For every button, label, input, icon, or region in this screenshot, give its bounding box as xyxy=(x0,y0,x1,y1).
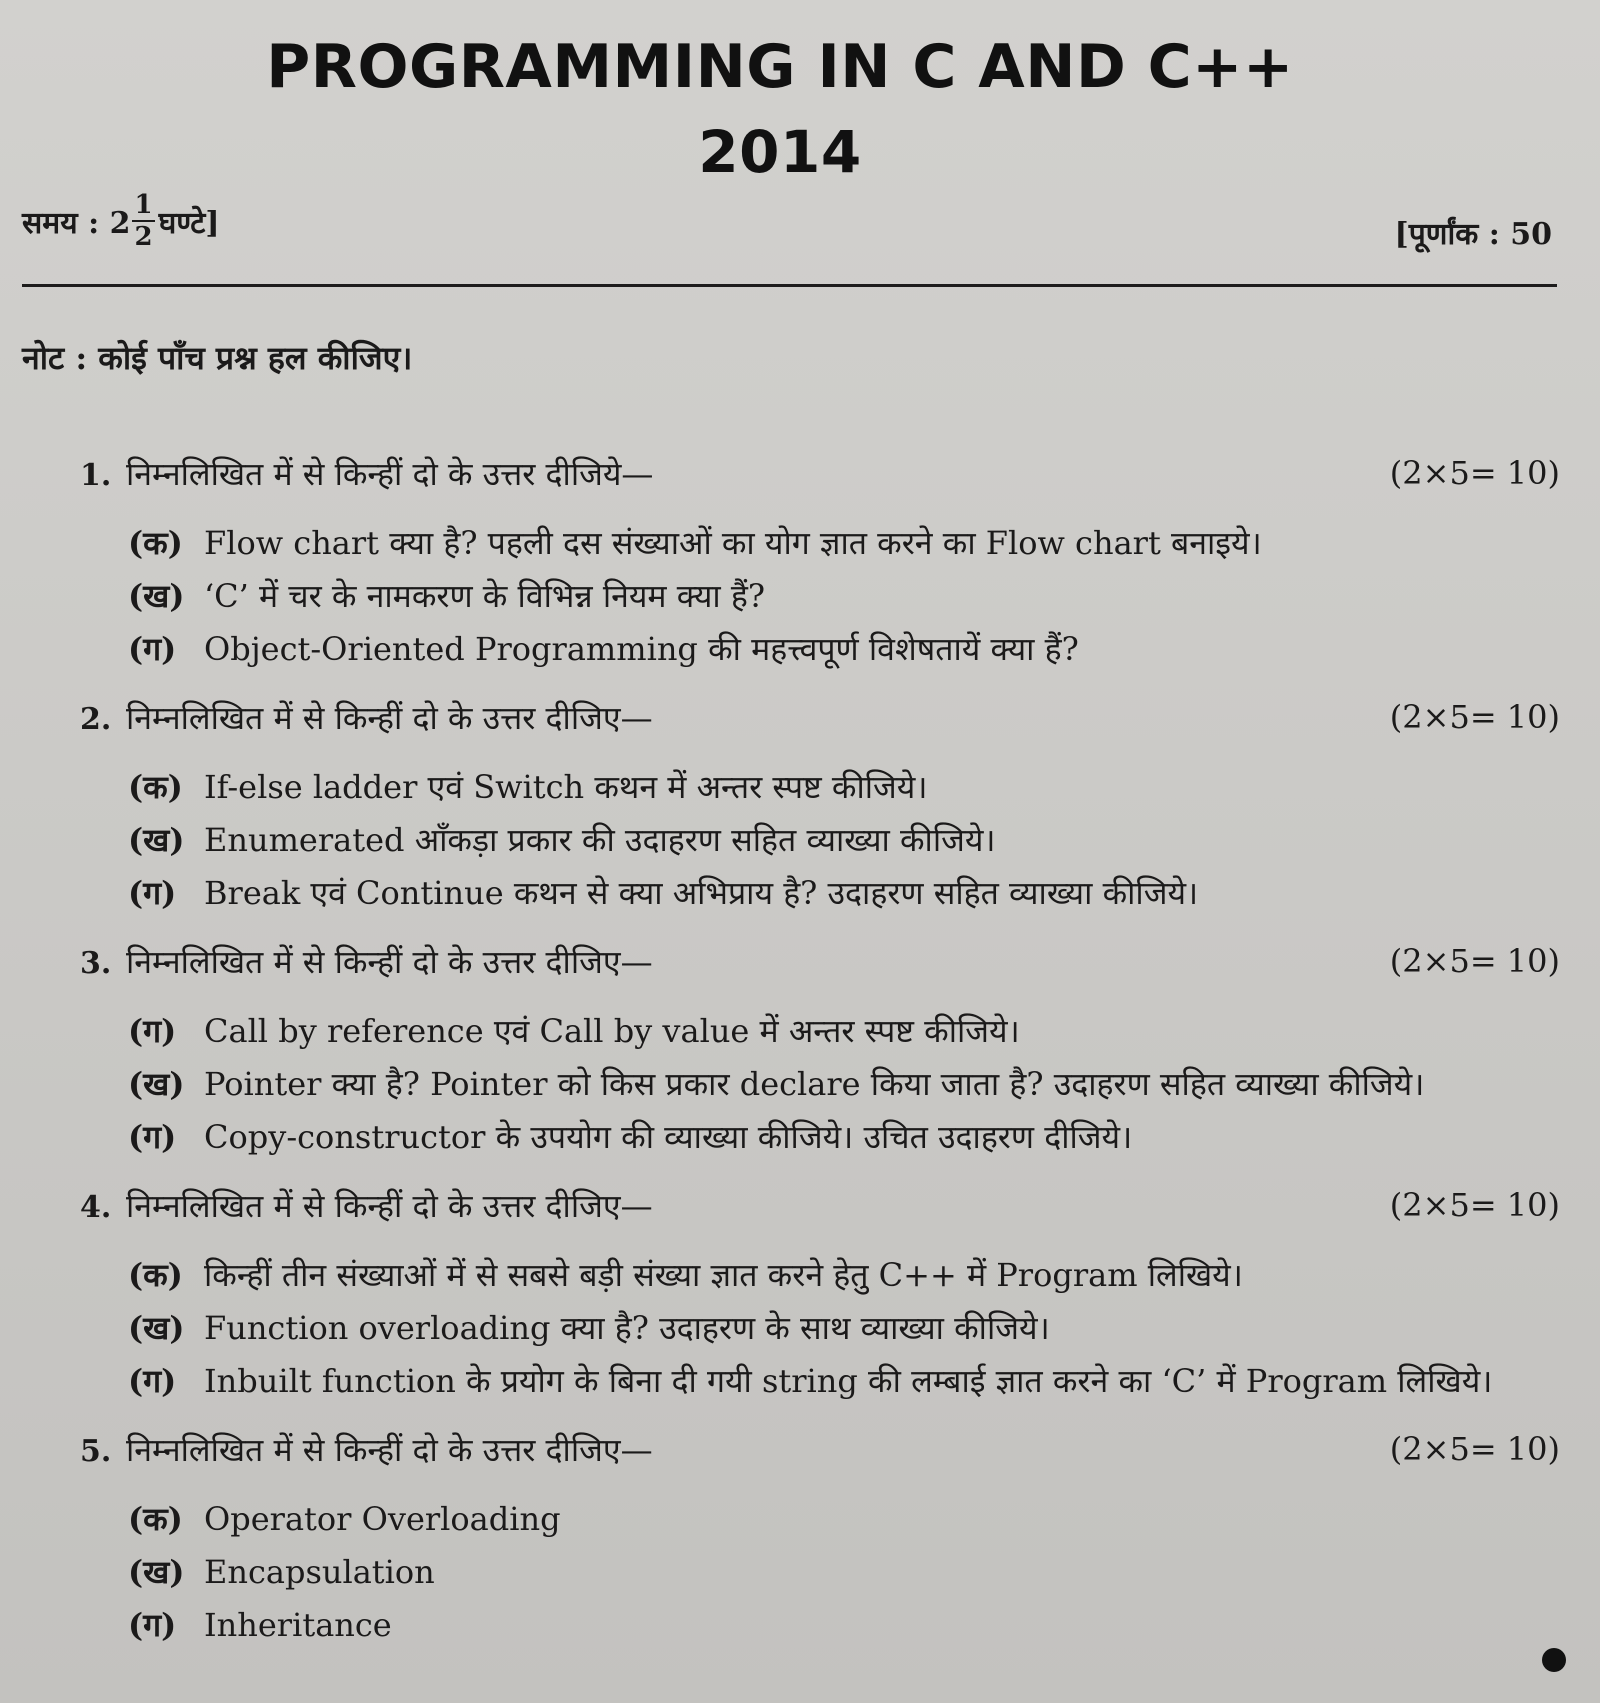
sub-question xyxy=(128,1110,1560,1163)
sub-question-list xyxy=(80,760,1560,919)
sub-question-text: Break एवं Continue कथन से क्या अभिप्राय है? उदाहरण सहित व्याख्या कीजिये। xyxy=(204,874,1199,912)
sub-question-label: (ख) xyxy=(128,1553,185,1591)
sub-question-text: Inheritance xyxy=(204,1605,392,1644)
sub-question xyxy=(128,813,1560,866)
question-instruction: निम्नलिखित में से किन्हीं दो के उत्तर दीजिये— xyxy=(126,455,654,493)
sub-question-list xyxy=(80,516,1560,675)
sub-question-text: Copy-constructor के उपयोग की व्याख्या कीजिये। उचित उदाहरण दीजिये। xyxy=(204,1118,1133,1156)
sub-question-label: (ग) xyxy=(128,1606,177,1644)
question-header xyxy=(80,940,1560,990)
question-number: 2. xyxy=(80,702,112,737)
time-fraction-numerator: 1 xyxy=(134,190,153,220)
sub-question-label: (क) xyxy=(128,768,183,806)
question-5 xyxy=(80,1428,1560,1651)
sub-question-text: Object-Oriented Programming की महत्त्वपूर्ण विशेषतायें क्या हैं? xyxy=(204,630,1079,668)
sub-question-list xyxy=(80,1492,1560,1651)
sub-question xyxy=(128,516,1560,569)
exam-title: PROGRAMMING IN C AND C++ xyxy=(266,32,1294,102)
question-3 xyxy=(80,940,1560,1163)
sub-question-label: (ग) xyxy=(128,1118,177,1156)
sub-question-text: Call by reference एवं Call by value में अन्तर स्पष्ट कीजिये। xyxy=(204,1012,1020,1050)
question-header xyxy=(80,696,1560,746)
exam-note: नोट : कोई पाँच प्रश्न हल कीजिए। xyxy=(22,339,413,377)
question-number: 3. xyxy=(80,946,112,981)
sub-question xyxy=(128,622,1560,675)
sub-question-text: Operator Overloading xyxy=(204,1499,561,1538)
sub-question-text: If-else ladder एवं Switch कथन में अन्तर स्पष्ट कीजिये। xyxy=(204,768,928,806)
sub-question-label: (क) xyxy=(128,1500,183,1538)
question-header xyxy=(80,1184,1560,1234)
sub-question xyxy=(128,760,1560,813)
sub-question-text: Inbuilt function के प्रयोग के बिना दी गयी string की लम्बाई ज्ञात करने का ‘C’ में Program लिखिये। xyxy=(204,1362,1493,1400)
question-instruction: निम्नलिखित में से किन्हीं दो के उत्तर दीजिए— xyxy=(126,943,653,981)
sub-question xyxy=(128,1248,1560,1301)
sub-question-label: (ग) xyxy=(128,1012,177,1050)
sub-question xyxy=(128,1057,1560,1110)
sub-question-label: (ख) xyxy=(128,1309,185,1347)
sub-question xyxy=(128,1545,1560,1598)
sub-question xyxy=(128,1492,1560,1545)
sub-question-text: Enumerated आँकड़ा प्रकार की उदाहरण सहित व्याख्या कीजिये। xyxy=(204,821,996,859)
time-fraction-denominator: 2 xyxy=(134,222,153,252)
sub-question-label: (ख) xyxy=(128,1065,185,1103)
question-number: 4. xyxy=(80,1190,112,1225)
sub-question-label: (ग) xyxy=(128,874,177,912)
question-number: 5. xyxy=(80,1434,112,1469)
time-fraction xyxy=(132,190,154,252)
question-marks: (2×5= 10) xyxy=(1389,1186,1560,1224)
time-prefix: समय : 2 xyxy=(22,205,131,241)
sub-question-list xyxy=(80,1248,1560,1407)
question-instruction: निम्नलिखित में से किन्हीं दो के उत्तर दीजिए— xyxy=(126,1187,653,1225)
time-allowed xyxy=(22,190,220,252)
sub-question xyxy=(128,1301,1560,1354)
sub-question-label: (ग) xyxy=(128,1362,177,1400)
exam-year: 2014 xyxy=(698,118,862,186)
question-instruction: निम्नलिखित में से किन्हीं दो के उत्तर दीजिए— xyxy=(126,1431,653,1469)
sub-question-text: Flow chart क्या है? पहली दस संख्याओं का योग ज्ञात करने का Flow chart बनाइये। xyxy=(204,524,1262,562)
question-2 xyxy=(80,696,1560,919)
time-suffix: घण्टे] xyxy=(158,205,220,241)
sub-question xyxy=(128,1004,1560,1057)
max-marks: [पूर्णांक : 50 xyxy=(1394,217,1552,252)
sub-question xyxy=(128,866,1560,919)
sub-question-label: (ग) xyxy=(128,630,177,668)
question-4 xyxy=(80,1184,1560,1407)
header-divider xyxy=(22,284,1557,287)
sub-question xyxy=(128,1354,1560,1407)
end-bullet-dot xyxy=(1542,1648,1566,1672)
question-marks: (2×5= 10) xyxy=(1389,698,1560,736)
question-number: 1. xyxy=(80,458,112,493)
sub-question xyxy=(128,569,1560,622)
question-marks: (2×5= 10) xyxy=(1389,1430,1560,1468)
sub-question-label: (क) xyxy=(128,524,183,562)
sub-question-text: Pointer क्या है? Pointer को किस प्रकार declare किया जाता है? उदाहरण सहित व्याख्या कीजिये। xyxy=(204,1065,1425,1103)
question-instruction: निम्नलिखित में से किन्हीं दो के उत्तर दीजिए— xyxy=(126,699,653,737)
sub-question-text: Encapsulation xyxy=(204,1552,435,1591)
sub-question-list xyxy=(80,1004,1560,1163)
sub-question-label: (ख) xyxy=(128,577,185,615)
question-marks: (2×5= 10) xyxy=(1389,942,1560,980)
question-marks: (2×5= 10) xyxy=(1389,454,1560,492)
sub-question xyxy=(128,1598,1560,1651)
question-header xyxy=(80,452,1560,502)
question-1 xyxy=(80,452,1560,675)
sub-question-label: (ख) xyxy=(128,821,185,859)
question-header xyxy=(80,1428,1560,1478)
sub-question-text: किन्हीं तीन संख्याओं में से सबसे बड़ी संख्या ज्ञात करने हेतु C++ में Program लिखिये। xyxy=(204,1256,1243,1294)
sub-question-text: ‘C’ में चर के नामकरण के विभिन्न नियम क्या हैं? xyxy=(204,577,766,615)
sub-question-label: (क) xyxy=(128,1256,183,1294)
sub-question-text: Function overloading क्या है? उदाहरण के साथ व्याख्या कीजिये। xyxy=(204,1309,1050,1347)
